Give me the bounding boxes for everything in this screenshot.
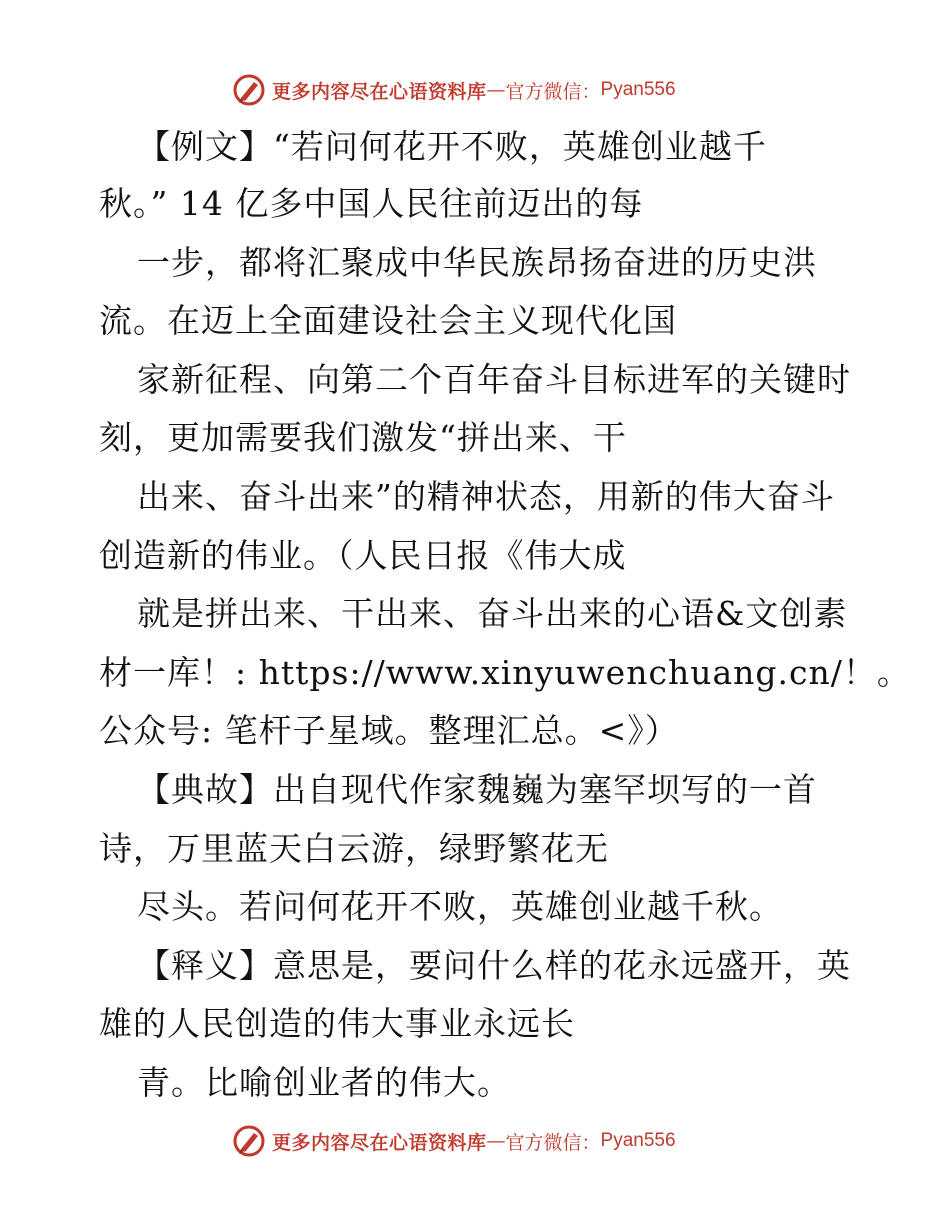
text-line: 诗，万里蓝天白云游，绿野繁花无 — [99, 829, 609, 868]
pen-in-circle-logo-icon — [232, 1124, 266, 1158]
text-line: 就是拼出来、干出来、奋斗出来的心语&文创素 — [137, 594, 848, 633]
text-line: 出来、奋斗出来”的精神状态，用新的伟大奋斗 — [137, 477, 835, 516]
text-line: 秋。” 14 亿多中国人民往前迈出的每 — [99, 184, 644, 223]
text-line: 青。比喻创业者的伟大。 — [137, 1063, 511, 1102]
text-line: 材一库！: https://www.xinyuwenchuang.cn/！。 — [99, 653, 911, 692]
banner-wechat-id: Pyan556 — [600, 79, 676, 100]
header-banner — [232, 72, 676, 108]
text-line: 【释义】意思是，要问什么样的花永远盛开，英 — [137, 946, 851, 985]
banner-dash: — — [486, 1130, 506, 1152]
footer-banner — [232, 1123, 676, 1159]
text-line: 公众号: 笔杆子星域。整理汇总。<》） — [99, 711, 679, 750]
banner-wechat-label: 官方微信： — [505, 80, 601, 103]
text-line: 【典故】出自现代作家魏巍为塞罕坝写的一首 — [137, 770, 817, 809]
pen-in-circle-logo-icon — [232, 73, 266, 107]
banner-wechat-label: 官方微信： — [505, 1131, 601, 1154]
banner-dash: — — [486, 79, 506, 101]
text-line: 刻，更加需要我们激发“拼出来、干 — [99, 418, 627, 457]
text-line: 创造新的伟业。（人民日报《伟大成 — [99, 536, 627, 575]
text-line: 一步，都将汇聚成中华民族昂扬奋进的历史洪 — [137, 243, 817, 282]
banner-title: 更多内容尽在心语资料库 — [272, 80, 487, 103]
text-line: 【例文】“若问何花开不败，英雄创业越千 — [137, 127, 767, 166]
banner-wechat-id: Pyan556 — [600, 1130, 676, 1151]
banner-title: 更多内容尽在心语资料库 — [272, 1131, 487, 1154]
text-line: 尽头。若问何花开不败，英雄创业越千秋。 — [137, 887, 783, 926]
text-line: 雄的人民创造的伟大事业永远长 — [99, 1004, 575, 1043]
text-line: 家新征程、向第二个百年奋斗目标进军的关键时 — [137, 360, 851, 399]
text-line: 流。在迈上全面建设社会主义现代化国 — [99, 301, 677, 340]
